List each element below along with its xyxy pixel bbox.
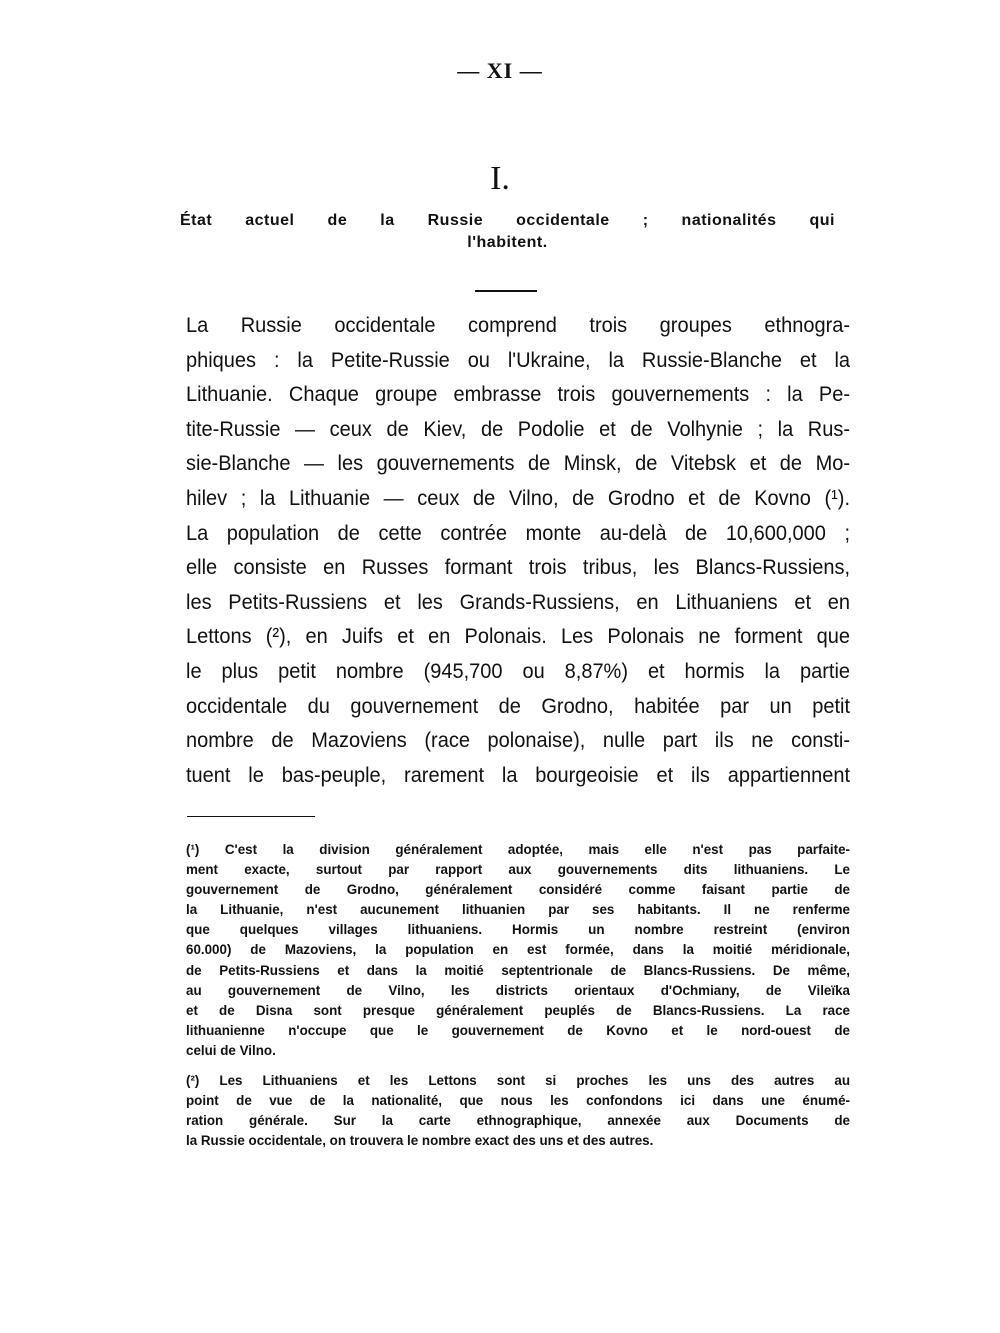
footnote-line: et de Disna sont presque généralement peuplés de Blancs-Russiens. La race bbox=[186, 1002, 850, 1018]
page-number: — XI — bbox=[457, 58, 543, 83]
footnote-line: (¹) C'est la division généralement adoptée, mais elle n'est pas parfaite- bbox=[186, 842, 850, 857]
footnote-line: gouvernement de Grodno, généralement considéré comme faisant partie de bbox=[186, 882, 850, 898]
footnote-line: ration générale. Sur la carte ethnographique, annexée aux Documents de bbox=[186, 1113, 850, 1129]
body-line: La Russie occidentale comprend trois groupes ethnogra- bbox=[186, 313, 851, 337]
footnote-line: que quelques villages lithuaniens. Hormis un nombre restreint (environ bbox=[186, 922, 850, 938]
section-numeral: I. bbox=[490, 160, 510, 197]
body-line: les Petits-Russiens et les Grands-Russiens, en Lithuaniens et en bbox=[186, 589, 851, 614]
body-line: La population de cette contrée monte au-delà de 10,600,000 ; bbox=[186, 520, 851, 545]
footnote-line: de Petits-Russiens et dans la moitié septentrionale de Blancs-Russiens. De même, bbox=[186, 962, 850, 978]
body-line: tuent le bas-peuple, rarement la bourgeoisie et ils appartiennent bbox=[186, 762, 851, 787]
footnote-line: 60.000) de Mazoviens, la population en est formée, dans la moitié méridionale, bbox=[186, 942, 850, 958]
footnote-line: au gouvernement de Vilno, les districts orientaux d'Ochmiany, de Vileïka bbox=[186, 982, 850, 998]
footnote-line: la Russie occidentale, on trouvera le nombre exact des uns et des autres. bbox=[186, 1133, 654, 1149]
body-line: Lithuanie. Chaque groupe embrasse trois gouvernements : la Pe- bbox=[186, 382, 851, 407]
body-paragraph bbox=[186, 308, 850, 792]
section-heading-line: l'habitent. bbox=[467, 234, 548, 251]
body-line: tite-Russie — ceux de Kiev, de Podolie et de Volhynie ; la Rus- bbox=[186, 416, 851, 441]
body-line: phiques : la Petite-Russie ou l'Ukraine, la Russie-Blanche et la bbox=[186, 347, 851, 372]
footnote-line: celui de Vilno. bbox=[186, 1042, 276, 1058]
body-line: elle consiste en Russes formant trois tribus, les Blancs-Russiens, bbox=[186, 555, 851, 580]
section-heading-line: État actuel de la Russie occidentale ; nationalités qui bbox=[180, 212, 835, 229]
body-line: occidentale du gouvernement de Grodno, habitée par un petit bbox=[186, 693, 851, 718]
section-heading bbox=[180, 210, 835, 254]
footnote-2 bbox=[186, 1071, 850, 1151]
footnote-1 bbox=[186, 840, 850, 1061]
body-line: le plus petit nombre (945,700 ou 8,87%) et hormis la partie bbox=[186, 658, 851, 683]
footnote-line: la Lithuanie, n'est aucunement lithuanien par ses habitants. Il ne renferme bbox=[186, 902, 850, 918]
heading-divider bbox=[475, 290, 537, 292]
body-line: sie-Blanche — les gouvernements de Minsk, de Vitebsk et de Mo- bbox=[186, 451, 851, 476]
body-line: Lettons (²), en Juifs et en Polonais. Les Polonais ne forment que bbox=[186, 624, 851, 649]
footnote-divider bbox=[187, 816, 315, 817]
footnote-spacer bbox=[186, 1061, 850, 1071]
footnote-line: (²) Les Lithuaniens et les Lettons sont si proches les uns des autres au bbox=[186, 1073, 850, 1089]
footnote-line: point de vue de la nationalité, que nous les confondons ici dans une énumé- bbox=[186, 1093, 850, 1109]
footnotes bbox=[186, 840, 850, 1151]
footnote-line: ment exacte, surtout par rapport aux gouvernements dits lithuaniens. Le bbox=[186, 862, 850, 878]
footnote-line: lithuanienne n'occupe que le gouvernement de Kovno et le nord-ouest de bbox=[186, 1022, 850, 1038]
body-line: hilev ; la Lithuanie — ceux de Vilno, de Grodno et de Kovno (¹). bbox=[186, 485, 851, 510]
body-line: nombre de Mazoviens (race polonaise), nulle part ils ne consti- bbox=[186, 728, 851, 753]
